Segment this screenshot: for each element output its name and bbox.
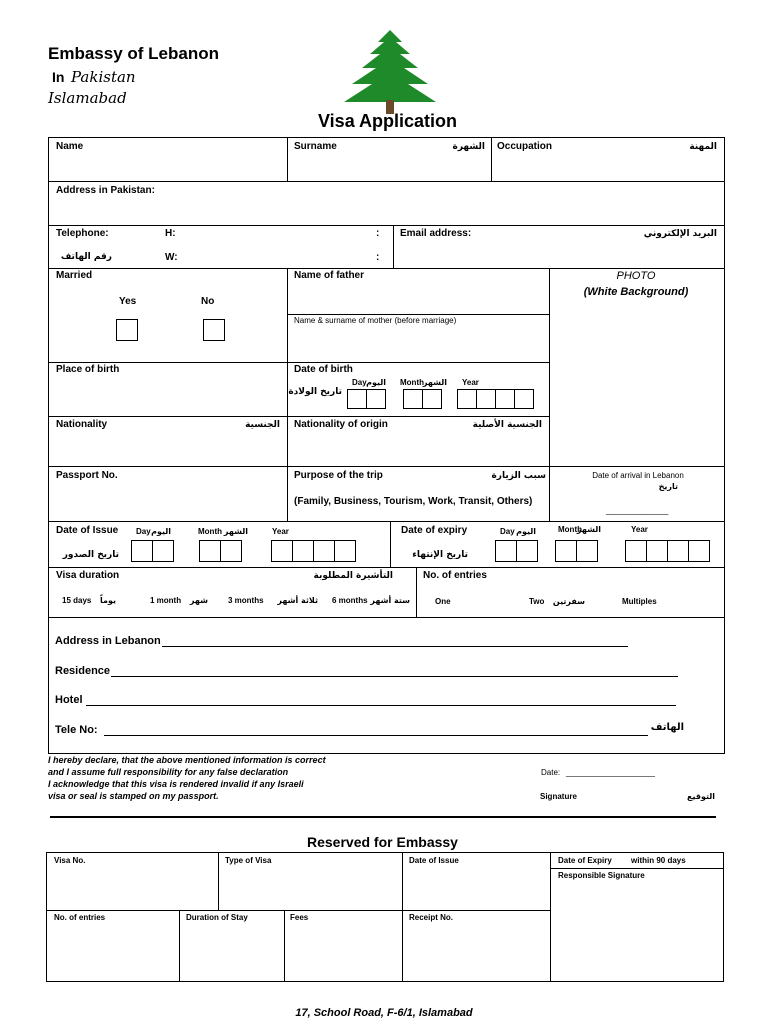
dob-month-label-ar: الشهر — [422, 378, 447, 387]
cedar-tree-icon — [340, 28, 440, 116]
hotel-line[interactable] — [86, 705, 676, 706]
residence-label: Residence — [55, 665, 111, 677]
telephone-label-ar: رقم الهاتف — [60, 252, 112, 262]
reserved-expiry-date: Date of Expiry — [558, 856, 612, 865]
embassy-title: Embassy of Lebanon — [48, 44, 219, 63]
duration-3-months[interactable]: 3 months — [228, 596, 264, 605]
reserved-visa-no: Visa No. — [54, 856, 86, 865]
tel-work-field[interactable] — [185, 252, 370, 266]
purpose-label-ar: سبب الزيارة — [491, 471, 546, 481]
mother-name-field[interactable] — [294, 330, 546, 358]
married-no-label: No — [201, 296, 215, 307]
email-field[interactable] — [400, 244, 720, 266]
nationality-origin-label: Nationality of origin — [294, 419, 388, 430]
expiry-day-boxes[interactable] — [496, 540, 538, 562]
duration-15-days-ar: يوماً — [100, 596, 116, 605]
visa-duration-label-ar: التأشيرة المطلوبة — [313, 571, 393, 581]
entries-two-ar: سفرتين — [552, 597, 585, 606]
address-lebanon-label: Address in Lebanon — [55, 635, 161, 647]
expiry-month-boxes[interactable] — [556, 540, 598, 562]
tele-line[interactable] — [104, 735, 648, 736]
dob-year-label: Year — [462, 378, 479, 387]
issue-date-label-ar: تاريخ الصدور — [62, 550, 119, 560]
dob-month-label: Month — [400, 378, 424, 387]
reserved-responsible-signature: Responsible Signature — [558, 871, 645, 880]
dob-day-boxes[interactable] — [348, 389, 386, 409]
issue-day-label-ar: اليوم — [151, 527, 171, 536]
entries-two[interactable]: Two — [529, 597, 545, 606]
occupation-field[interactable] — [497, 155, 722, 179]
city-label: Islamabad — [48, 89, 127, 107]
reserved-receipt-no: Receipt No. — [409, 913, 454, 922]
in-label: In — [52, 69, 65, 85]
expiry-month-label: Month — [558, 525, 582, 534]
entries-label: No. of entries — [423, 570, 487, 581]
country-label: Pakistan — [71, 68, 136, 86]
declaration-date-line[interactable]: ____________________ — [566, 768, 655, 777]
nationality-origin-field[interactable] — [294, 434, 546, 464]
expiry-date-label-ar: تاريخ الإنتهاء — [412, 550, 468, 560]
duration-6-months-ar: ستة أشهر — [370, 596, 410, 605]
footer-address: 17, School Road, F-6/1, Islamabad — [295, 1007, 473, 1019]
email-label: Email address: — [400, 228, 472, 239]
reserved-fees: Fees — [290, 913, 309, 922]
reserved-issue-date: Date of Issue — [409, 856, 459, 865]
tel-home-colon: : — [376, 228, 380, 239]
form-title: Visa Application — [318, 111, 458, 131]
passport-label: Passport No. — [56, 470, 118, 481]
issue-month-boxes[interactable] — [200, 540, 242, 562]
nationality-label-ar: الجنسية — [245, 420, 280, 430]
reserved-duration: Duration of Stay — [186, 913, 248, 922]
reserved-title: Reserved for Embassy — [307, 834, 458, 850]
surname-label-ar: الشهرة — [452, 142, 485, 152]
expiry-month-label-ar: الشهر — [576, 525, 601, 534]
father-name-field[interactable] — [294, 284, 546, 310]
declaration-date-label: Date: — [541, 768, 561, 777]
reserved-within-90: within 90 days — [631, 856, 686, 865]
photo-area[interactable] — [551, 270, 723, 464]
expiry-year-label: Year — [631, 525, 648, 534]
residence-line[interactable] — [111, 676, 678, 677]
issue-year-label: Year — [272, 527, 289, 536]
mother-name-label: Name & surname of mother (before marriage) — [294, 316, 457, 325]
tel-work-label: W: — [165, 252, 178, 263]
dob-year-boxes[interactable] — [458, 389, 534, 409]
married-yes-checkbox[interactable] — [116, 319, 138, 341]
expiry-day-label: Day — [500, 527, 515, 536]
expiry-year-boxes[interactable] — [626, 540, 710, 562]
issue-month-label: Month — [198, 527, 222, 536]
place-of-birth-field[interactable] — [56, 378, 284, 414]
tele-label: Tele No: — [55, 724, 98, 736]
tel-home-field[interactable] — [185, 228, 370, 242]
tele-label-ar: الهاتف — [650, 722, 684, 733]
reserved-visa-type: Type of Visa — [225, 856, 272, 865]
arrival-date-line[interactable]: ______________ — [606, 506, 669, 515]
married-label: Married — [56, 270, 93, 281]
telephone-label: Telephone: — [56, 228, 109, 239]
address-pakistan-field[interactable] — [56, 199, 716, 223]
place-of-birth-label: Place of birth — [56, 364, 120, 375]
surname-label: Surname — [294, 141, 337, 152]
nationality-label: Nationality — [56, 419, 108, 430]
duration-1-month-ar: شهر — [189, 596, 208, 605]
declaration-text: I hereby declare, that the above mentioned information is correct and I assume full responsibility for any false declaration I acknowledge that this visa is rendered invalid if any Israeli visa or seal is stamped on my passport. — [48, 755, 326, 801]
reserved-entries: No. of entries — [54, 913, 106, 922]
entries-one[interactable]: One — [435, 597, 451, 606]
issue-date-label: Date of Issue — [56, 525, 119, 536]
duration-6-months[interactable]: 6 months — [332, 596, 368, 605]
separator-line — [50, 816, 716, 818]
address-pakistan-label: Address in Pakistan: — [56, 185, 155, 196]
expiry-day-label-ar: اليوم — [516, 527, 536, 536]
visa-duration-label: Visa duration — [56, 570, 120, 581]
dob-day-label: Day — [352, 378, 367, 387]
tel-home-label: H: — [165, 228, 176, 239]
duration-3-months-ar: ثلاثة أشهر — [277, 596, 318, 605]
address-lebanon-line[interactable] — [162, 646, 628, 647]
occupation-label: Occupation — [497, 141, 553, 152]
issue-day-label: Day — [136, 527, 151, 536]
duration-15-days[interactable]: 15 days — [62, 596, 92, 605]
surname-field[interactable] — [294, 155, 488, 179]
purpose-label: Purpose of the trip — [294, 470, 383, 481]
married-yes-label: Yes — [119, 296, 137, 307]
issue-year-boxes[interactable] — [272, 540, 356, 562]
entries-multiples[interactable]: Multiples — [622, 597, 657, 606]
nationality-field[interactable] — [56, 434, 284, 464]
dob-month-boxes[interactable] — [404, 389, 442, 409]
occupation-label-ar: المهنة — [689, 142, 717, 152]
date-of-birth-label: Date of birth — [294, 364, 353, 375]
name-label: Name — [56, 141, 84, 152]
duration-1-month[interactable]: 1 month — [150, 596, 182, 605]
expiry-date-label: Date of expiry — [401, 525, 468, 536]
hotel-label: Hotel — [55, 694, 83, 706]
arrival-date-label-ar: تاريخ — [658, 482, 678, 491]
email-label-ar: البريد الإلكتروني — [643, 229, 717, 239]
issue-day-boxes[interactable] — [132, 540, 174, 562]
dob-day-label-ar: اليوم — [366, 378, 386, 387]
signature-label: Signature — [540, 792, 577, 801]
issue-month-label-ar: الشهر — [223, 527, 248, 536]
name-field[interactable] — [56, 155, 284, 179]
arrival-date-label: Date of arrival in Lebanon — [592, 471, 684, 480]
nationality-origin-label-ar: الجنسية الأصلية — [472, 420, 542, 430]
passport-field[interactable] — [56, 484, 284, 518]
date-of-birth-label-ar: تاريخ الولادة — [288, 387, 342, 397]
father-name-label: Name of father — [294, 270, 365, 281]
married-no-checkbox[interactable] — [203, 319, 225, 341]
signature-label-ar: التوقيع — [687, 792, 715, 801]
photo-label: PHOTO — [616, 270, 656, 282]
photo-background-note: (White Background) — [583, 286, 689, 298]
tel-work-colon: : — [376, 252, 380, 263]
purpose-options: (Family, Business, Tourism, Work, Transit, Others) — [294, 496, 533, 507]
